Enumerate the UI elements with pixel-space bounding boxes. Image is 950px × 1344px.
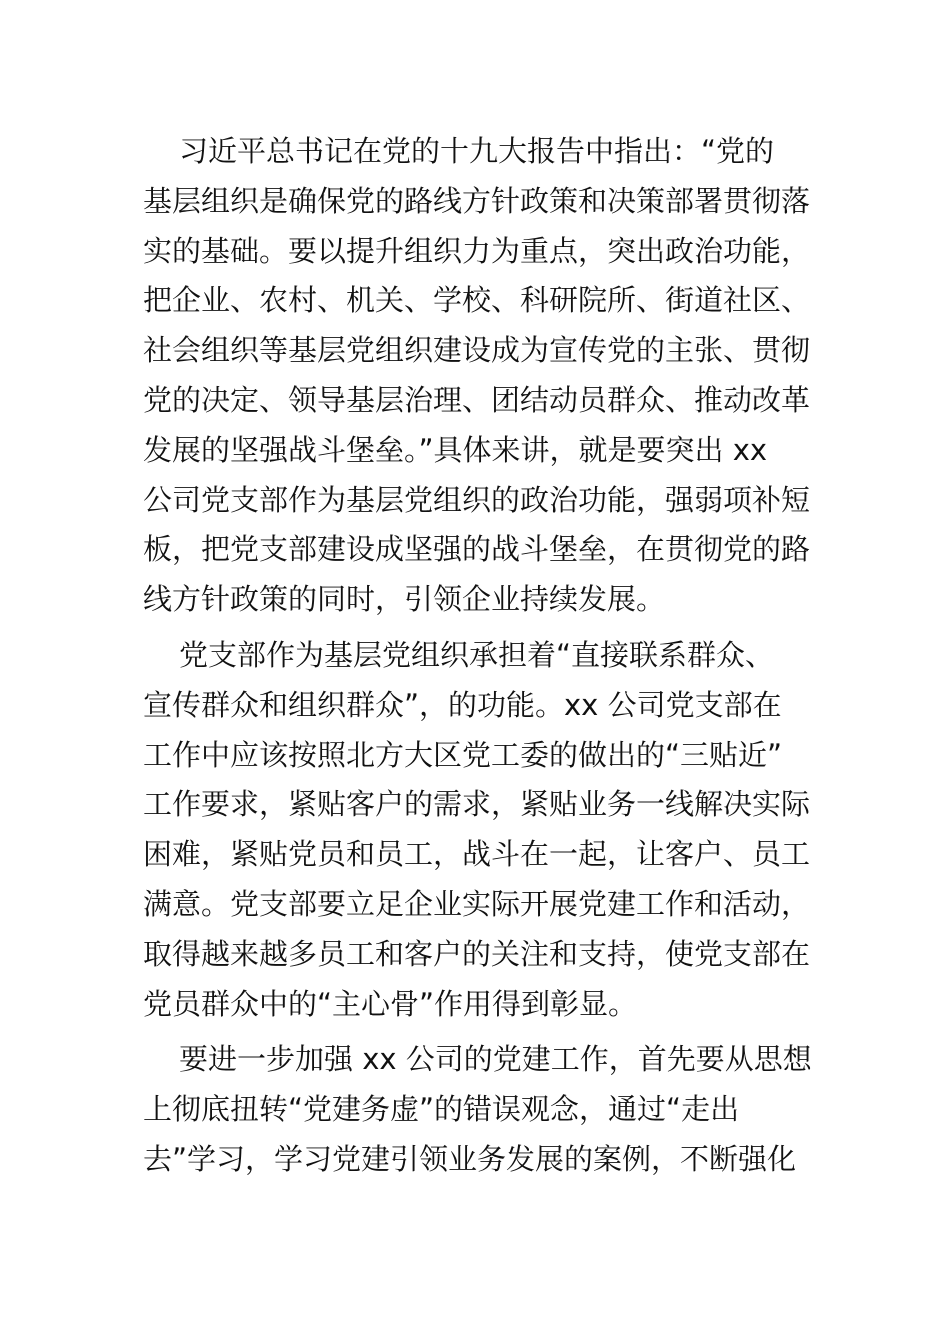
text-line: 社会组织等基层党组织建设成为宣传党的主张、贯彻	[143, 333, 811, 368]
text-line: 党支部作为基层党组织承担着“直接联系群众、	[179, 637, 775, 672]
text-line: 基层组织是确保党的路线方针政策和决策部署贯彻落	[143, 183, 811, 218]
text-line: 习近平总书记在党的十九大报告中指出：“党的	[179, 134, 775, 168]
text-line: 宣传群众和组织群众”，的功能。xx 公司党支部在	[143, 687, 782, 722]
text-line: 线方针政策的同时，引领企业持续发展。	[143, 582, 666, 617]
text-line: 公司党支部作为基层党组织的政治功能，强弱项补短	[143, 482, 811, 517]
text-line: 工作中应该按照北方大区党工委的做出的“三贴近”	[143, 737, 783, 772]
text-line: 党员群众中的“主心骨”作用得到彰显。	[143, 986, 638, 1021]
text-line: 困难，紧贴党员和员工，战斗在一起，让客户、员工	[143, 837, 811, 872]
body-text	[143, 127, 812, 1185]
paragraph-1	[143, 127, 811, 625]
text-line: 发展的坚强战斗堡垒。”具体来讲，就是要突出 xx	[143, 432, 768, 467]
text-line: 把企业、农村、机关、学校、科研院所、街道社区、	[143, 283, 811, 318]
text-line: 满意。党支部要立足企业实际开展党建工作和活动，	[143, 886, 811, 921]
text-line: 上彻底扭转“党建务虚”的错误观念，通过“走出	[143, 1092, 740, 1127]
text-line: 工作要求，紧贴客户的需求，紧贴业务一线解决实际	[143, 787, 811, 822]
text-line: 去”学习，学习党建引领业务发展的案例，不断强化	[143, 1141, 797, 1176]
text-line: 党的决定、领导基层治理、团结动员群众、推动改革	[143, 382, 811, 417]
text-line: 要进一步加强 xx 公司的党建工作，首先要从思想	[179, 1042, 812, 1077]
text-line: 板，把党支部建设成坚强的战斗堡垒，在贯彻党的路	[143, 532, 811, 567]
paragraph-3	[143, 1035, 812, 1184]
text-line: 取得越来越多员工和客户的关注和支持，使党支部在	[143, 936, 811, 971]
text-line: 实的基础。要以提升组织力为重点，突出政治功能，	[143, 233, 811, 268]
paragraph-2	[143, 631, 811, 1029]
